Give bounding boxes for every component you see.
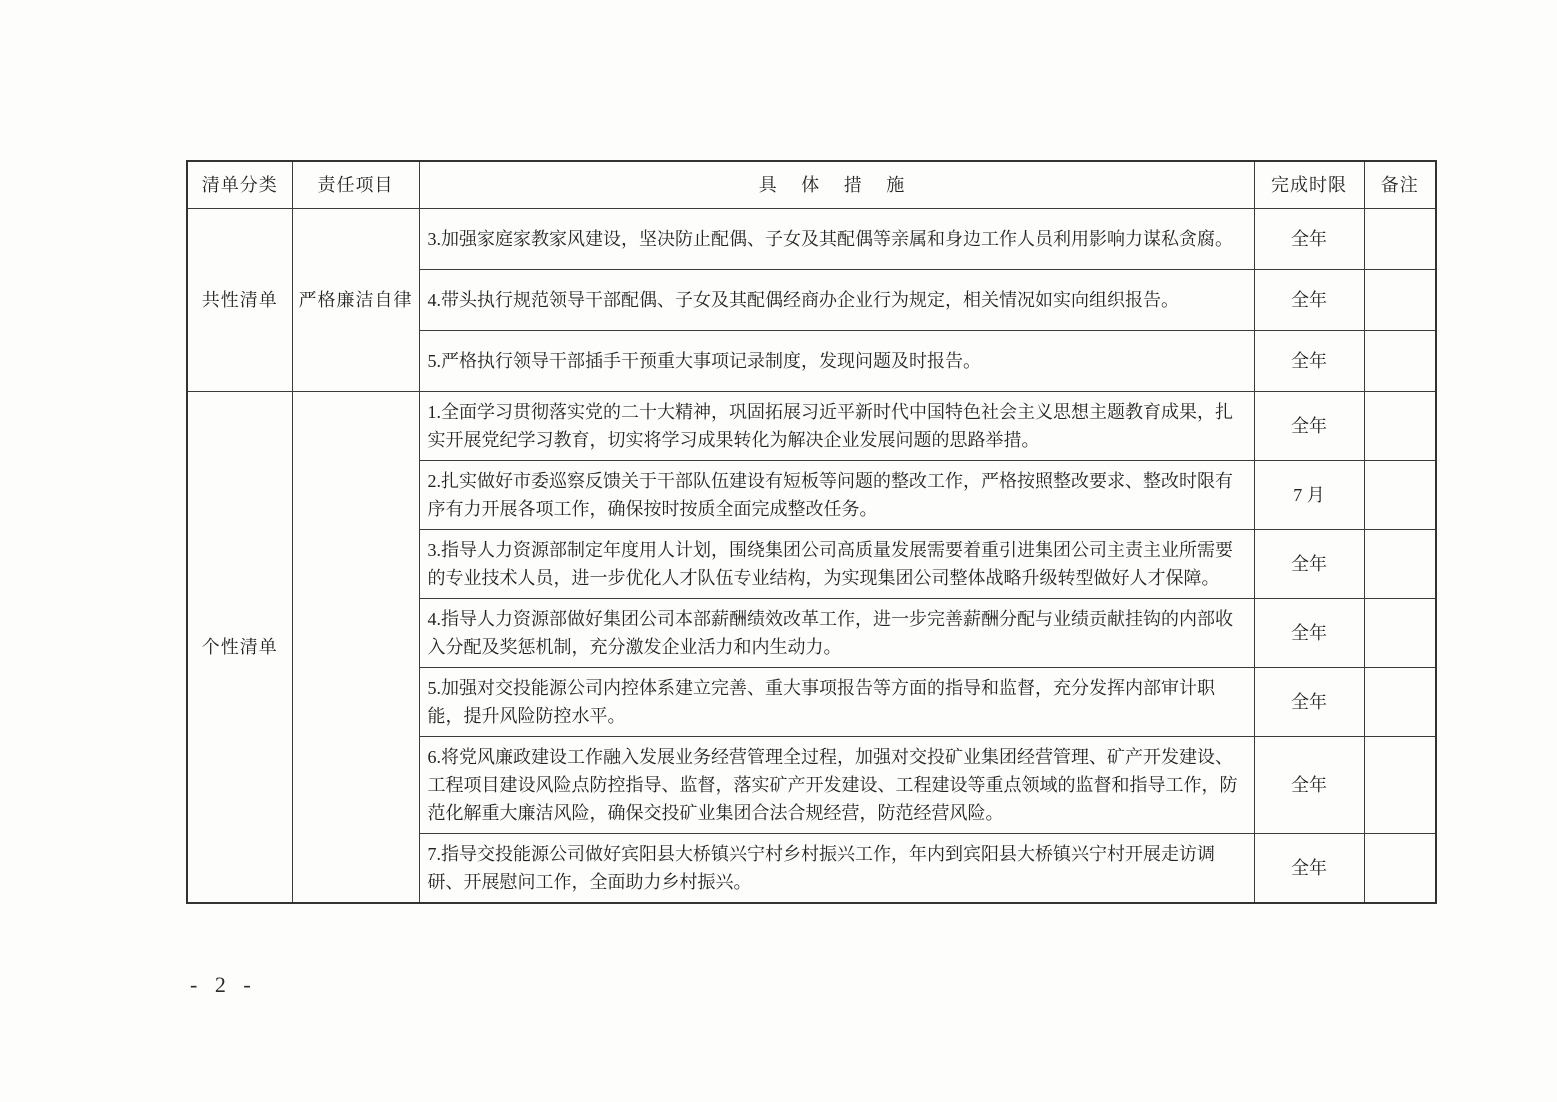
deadline-cell: 全年 [1254, 737, 1364, 834]
remark-cell [1364, 270, 1436, 331]
deadline-cell: 全年 [1254, 270, 1364, 331]
remark-cell [1364, 737, 1436, 834]
remark-cell [1364, 461, 1436, 530]
remark-cell [1364, 331, 1436, 392]
deadline-cell: 全年 [1254, 530, 1364, 599]
remark-cell [1364, 209, 1436, 270]
header-measure: 具 体 措 施 [419, 161, 1254, 209]
deadline-cell: 全年 [1254, 668, 1364, 737]
table-row [187, 209, 1436, 270]
table-row [187, 392, 1436, 461]
measure-cell: 4.指导人力资源部做好集团公司本部薪酬绩效改革工作，进一步完善薪酬分配与业绩贡献挂钩的内部收入分配及奖惩机制，充分激发企业活力和内生动力。 [419, 599, 1254, 668]
measure-cell: 5.加强对交投能源公司内控体系建立完善、重大事项报告等方面的指导和监督，充分发挥内部审计职能，提升风险防控水平。 [419, 668, 1254, 737]
page-number: - 2 - [190, 972, 257, 997]
measure-cell: 7.指导交投能源公司做好宾阳县大桥镇兴宁村乡村振兴工作，年内到宾阳县大桥镇兴宁村开展走访调研、开展慰问工作，全面助力乡村振兴。 [419, 834, 1254, 904]
responsibility-list-table [186, 160, 1437, 904]
remark-cell [1364, 392, 1436, 461]
header-category: 清单分类 [187, 161, 292, 209]
deadline-cell: 全年 [1254, 834, 1364, 904]
table-header-row [187, 161, 1436, 209]
category-cell: 个性清单 [187, 392, 292, 904]
remark-cell [1364, 668, 1436, 737]
deadline-cell: 全年 [1254, 392, 1364, 461]
measure-cell: 5.严格执行领导干部插手干预重大事项记录制度，发现问题及时报告。 [419, 331, 1254, 392]
deadline-cell: 7 月 [1254, 461, 1364, 530]
remark-cell [1364, 530, 1436, 599]
measure-cell: 4.带头执行规范领导干部配偶、子女及其配偶经商办企业行为规定，相关情况如实向组织报告。 [419, 270, 1254, 331]
remark-cell [1364, 599, 1436, 668]
measure-cell: 3.指导人力资源部制定年度用人计划，围绕集团公司高质量发展需要着重引进集团公司主责主业所需要的专业技术人员，进一步优化人才队伍专业结构，为实现集团公司整体战略升级转型做好人才保障。 [419, 530, 1254, 599]
header-project: 责任项目 [292, 161, 419, 209]
project-cell: 严格廉洁自律 [292, 209, 419, 392]
measure-cell: 3.加强家庭家教家风建设，坚决防止配偶、子女及其配偶等亲属和身边工作人员利用影响力谋私贪腐。 [419, 209, 1254, 270]
header-deadline: 完成时限 [1254, 161, 1364, 209]
project-cell [292, 392, 419, 904]
measure-cell: 1.全面学习贯彻落实党的二十大精神，巩固拓展习近平新时代中国特色社会主义思想主题教育成果，扎实开展党纪学习教育，切实将学习成果转化为解决企业发展问题的思路举措。 [419, 392, 1254, 461]
deadline-cell: 全年 [1254, 331, 1364, 392]
deadline-cell: 全年 [1254, 599, 1364, 668]
deadline-cell: 全年 [1254, 209, 1364, 270]
measure-cell: 6.将党风廉政建设工作融入发展业务经营管理全过程，加强对交投矿业集团经营管理、矿产开发建设、工程项目建设风险点防控指导、监督，落实矿产开发建设、工程建设等重点领域的监督和指导工作，防范化解重大廉洁风险，确保交投矿业集团合法合规经营，防范经营风险。 [419, 737, 1254, 834]
remark-cell [1364, 834, 1436, 904]
measure-cell: 2.扎实做好市委巡察反馈关于干部队伍建设有短板等问题的整改工作，严格按照整改要求、整改时限有序有力开展各项工作，确保按时按质全面完成整改任务。 [419, 461, 1254, 530]
header-remark: 备注 [1364, 161, 1436, 209]
category-cell: 共性清单 [187, 209, 292, 392]
